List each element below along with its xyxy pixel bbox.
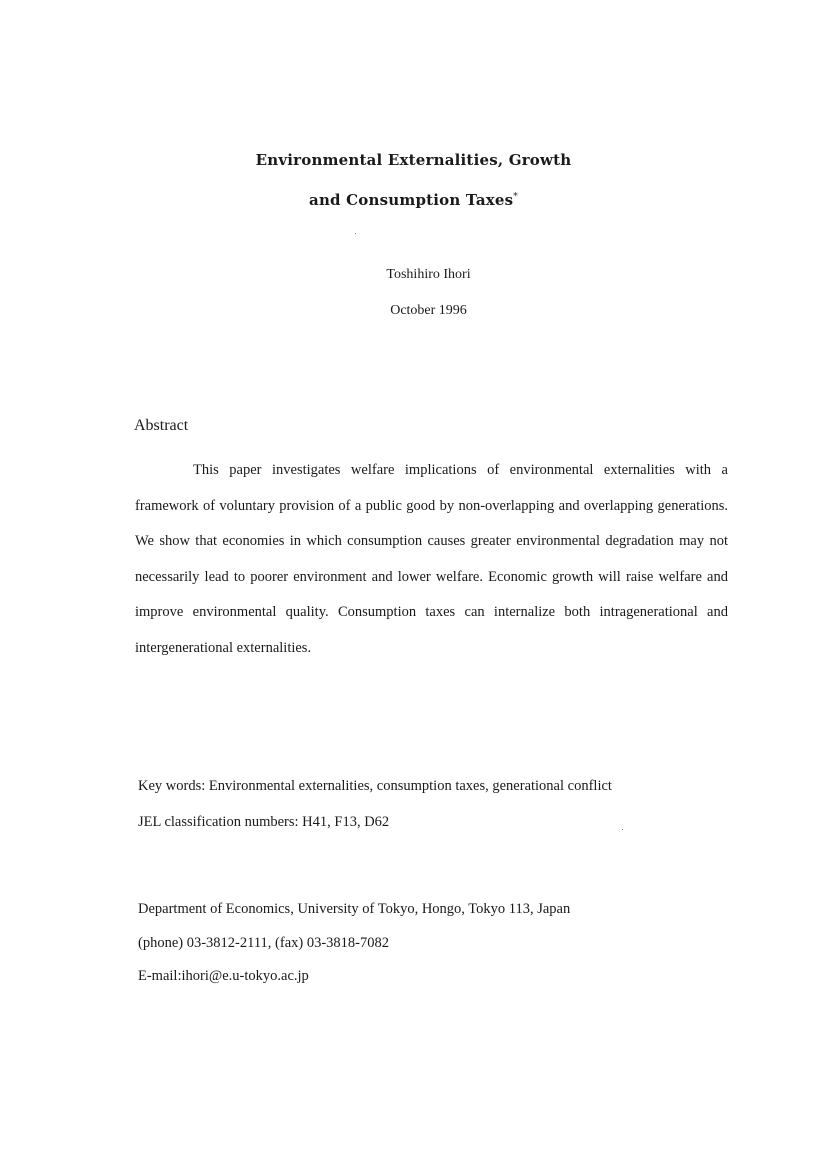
jel-classification-line: JEL classification numbers: H41, F13, D62 — [138, 814, 390, 830]
title-footnote-mark: * — [513, 192, 518, 202]
scan-speck — [622, 829, 623, 830]
abstract-body: This paper investigates welfare implications of environmental externalities with a framework of voluntary provision of a public good by non-overlapping and overlapping generations. We show that economies in which consumption causes greater environmental degradation may not necessarily lead to poorer environment and lower welfare. Economic growth will raise welfare and improve environmental quality. Consumption taxes can internalize both intragenerational and intergenerational externalities. — [135, 462, 728, 656]
department-address: Department of Economics, University of Tokyo, Hongo, Tokyo 113, Japan — [138, 901, 571, 917]
author-name: Toshihiro Ihori — [386, 267, 471, 282]
title-text-line-2: and Consumption Taxes — [309, 191, 514, 209]
phone-fax-line: (phone) 03-3812-2111, (fax) 03-3818-7082 — [138, 935, 390, 951]
scan-speck — [355, 233, 356, 234]
paper-title-line-1 — [0, 151, 827, 169]
keywords-line: Key words: Environmental externalities, consumption taxes, generational conflict — [138, 778, 612, 794]
email-line: E-mail:ihori@e.u-tokyo.ac.jp — [138, 968, 309, 984]
title-text-line-1: Environmental Externalities, Growth — [255, 151, 572, 169]
paper-title-line-2 — [0, 191, 827, 209]
abstract-heading: Abstract — [134, 417, 189, 434]
paper-date: October 1996 — [390, 303, 467, 318]
